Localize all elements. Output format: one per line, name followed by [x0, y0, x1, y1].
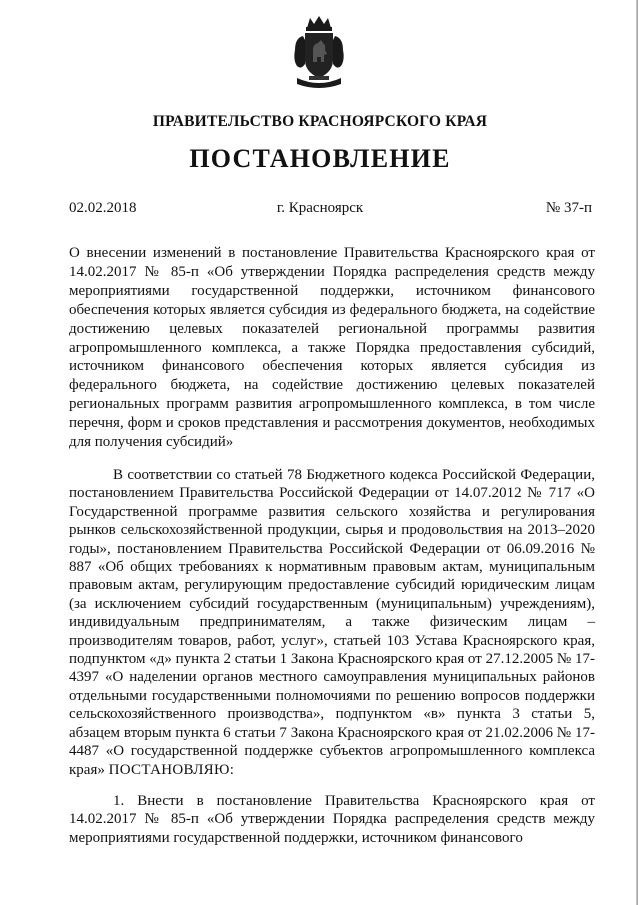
- decree-item-1: 1. Внести в постановление Правительства Красноярского края от 14.02.2017 № 85-п «Об утверждении Порядка распределения средств между мероприятиями государственной поддержки, источником финансового: [69, 793, 595, 846]
- preamble-text: В соответствии со статьей 78 Бюджетного кодекса Российской Федерации, постановлением Правительства Российской Федерации от 14.07.2012 № 717 «О Государственной программе развития сельского хозяйства и регулирования рынков сельскохозяйственной продукции, сырья и продовольствия на 2013–2020 годы», постановлением Правительства Российской Федерации от 06.09.2016 № 887 «Об общих требованиях к нормативным правовым актам, муниципальным правовым актам, регулирующим предоставление субсидий юридическим лицам (за исключением субсидий государственным (муниципальным) учреждениям), индивидуальным предпринимателям, а также физическим лицам – производителям товаров, работ, услуг», статьей 103 Устава Красноярского края, подпунктом «д» пункта 2 статьи 1 Закона Красноярского края от 27.12.2005 № 17-4397 «О наделении органов местного самоуправления муниципальных районов отдельными государственными полномочиями по решению вопросов поддержки сельскохозяйственного производства», подпунктом «в» пункта 3 статьи 5, абзацем вторым пункта 6 статьи 7 Закона Красноярского края от 21.02.2006 № 17-4487 «О государственной поддержке субъектов агропромышленного комплекса края»: [69, 467, 595, 778]
- coat-of-arms-icon: [291, 14, 347, 90]
- decree-number: № 37-п: [545, 200, 592, 216]
- decree-preamble: [69, 466, 595, 779]
- government-title: ПРАВИТЕЛЬСТВО КРАСНОЯРСКОГО КРАЯ: [152, 113, 488, 130]
- decree-date: 02.02.2018: [69, 200, 137, 216]
- decree-heading: О внесении изменений в постановление Правительства Красноярского края от 14.02.2017 № 85-п «Об утверждении Порядка распределения средств между мероприятиями государственной поддержки, источником финансового обеспечения которых является субсидия из федерального бюджета, на содействие достижению целевых показателей региональной программы развития агропромышленного комплекса, а также Порядка предоставления субсидий, источником финансового обеспечения которых является субсидия из федерального бюджета, на содействие достижению целевых показателей региональных программ развития агропромышленного комплекса, в том числе перечня, форм и сроков представления и рассмотрения документов, необходимых для получения субсидий»: [69, 245, 595, 451]
- page-edge: [636, 0, 638, 905]
- preamble-keyword: ПОСТАНОВЛЯЮ:: [108, 761, 235, 778]
- decree-title: ПОСТАНОВЛЕНИЕ: [189, 144, 451, 173]
- decree-city: г. Красноярск: [276, 200, 364, 216]
